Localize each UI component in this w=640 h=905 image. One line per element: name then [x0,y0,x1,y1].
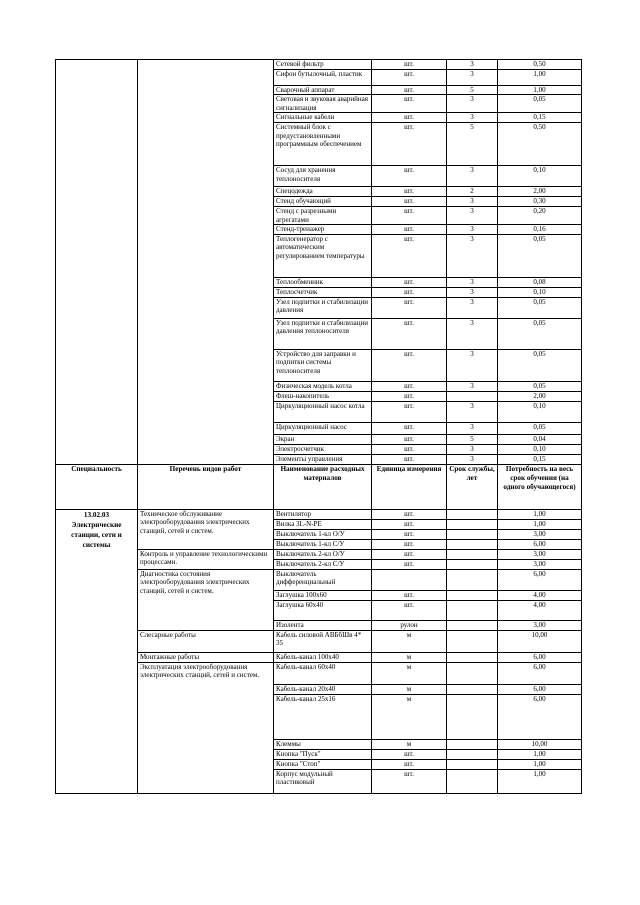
material-life [447,560,498,570]
material-need: 0,05 [498,350,582,382]
material-unit: шт. [372,298,447,319]
material-name: Кабель-канал 25х16 [274,695,372,740]
material-need: 1,00 [498,760,582,770]
material-life: 3 [447,197,498,207]
works-cell-empty [138,70,274,86]
material-unit: шт. [372,86,447,95]
material-life: 3 [447,113,498,123]
works-cell-empty [138,187,274,197]
table-row [56,298,582,319]
material-need: 0,05 [498,319,582,350]
material-need: 0,05 [498,95,582,113]
material-need: 3,00 [498,550,582,560]
table-row [56,319,582,350]
work-type-cell: Техническое обслуживание электрооборудования электрических станций, сетей и систем. [138,510,274,550]
material-unit: шт. [372,278,447,288]
material-unit: шт. [372,225,447,235]
material-unit: шт. [372,60,447,70]
works-cell-empty [138,225,274,235]
material-need: 3,00 [498,530,582,540]
table-row [56,187,582,197]
specialty-cell-empty [56,288,138,298]
works-cell-empty [138,319,274,350]
works-cell-empty [138,392,274,402]
material-life: 3 [447,95,498,113]
material-life: 3 [447,225,498,235]
material-name: Системный блок с предустановленными программным обеспечением [274,123,372,166]
material-need: 6,00 [498,663,582,685]
material-need: 4,00 [498,601,582,621]
table-header [56,465,582,510]
material-life [447,695,498,740]
specialty-cell-empty [56,60,138,70]
works-cell-empty [138,298,274,319]
works-cell-empty [138,455,274,465]
specialty-cell-empty [56,166,138,187]
material-name: Сигнальные кабели [274,113,372,123]
works-cell-empty [138,350,274,382]
material-need: 10,00 [498,740,582,750]
works-cell-empty [138,288,274,298]
material-name: Выключатель 2-кл О/У [274,550,372,560]
material-unit: шт. [372,288,447,298]
material-name: Изолента [274,621,372,631]
material-need: 6,00 [498,653,582,663]
material-name: Выключатель 2-кл С/У [274,560,372,570]
table-row [56,510,582,520]
material-unit: м [372,663,447,685]
material-name: Стенд обучающий [274,197,372,207]
material-life [447,540,498,550]
material-name: Кабель-канал 60х40 [274,663,372,685]
material-unit: м [372,685,447,695]
specialty-cell-empty [56,187,138,197]
material-need: 3,00 [498,560,582,570]
material-life: 3 [447,455,498,465]
material-life [447,570,498,591]
material-name: Стенд с разрезными агрегатами [274,207,372,225]
material-need: 3,00 [498,621,582,631]
material-need: 0,20 [498,207,582,225]
material-name: Теплогенератор с автоматическим регулированием температуры [274,235,372,278]
material-need: 0,10 [498,402,582,423]
material-unit: шт. [372,550,447,560]
table-row [56,95,582,113]
material-life: 3 [447,70,498,86]
material-need: 1,00 [498,70,582,86]
material-life [447,663,498,685]
material-name: Кабель-канал 100х40 [274,653,372,663]
header-specialty: Специальность [56,465,138,510]
material-life: 3 [447,278,498,288]
specialty-cell-empty [56,402,138,423]
material-name: Устройство для заправки и подпитки системы теплоносителя [274,350,372,382]
material-name: Клеммы [274,740,372,750]
material-name: Выключатель дифференциальный [274,570,372,591]
material-unit: м [372,653,447,663]
material-name: Электросчетчик [274,445,372,455]
header-service-life: Срок службы, лет [447,465,498,510]
material-name: Стенд-тренажер [274,225,372,235]
material-name: Корпус модульный пластиковый [274,770,372,794]
material-need: 6,00 [498,695,582,740]
table-row [56,392,582,402]
specialty-title: Электрические станции, сети и системы [71,521,122,550]
material-unit: шт. [372,455,447,465]
material-name: Спецодежда [274,187,372,197]
material-need: 2,00 [498,187,582,197]
material-unit: шт. [372,95,447,113]
material-need: 0,10 [498,166,582,187]
specialty-cell-empty [56,70,138,86]
material-life [447,520,498,530]
specialty-cell-empty [56,392,138,402]
work-type-cell: Контроль и управление технологическими процессами. [138,550,274,570]
material-need: 0,04 [498,435,582,445]
material-unit: шт. [372,601,447,621]
works-cell-empty [138,166,274,187]
material-unit: шт. [372,197,447,207]
specialty-cell-empty [56,350,138,382]
work-type-cell: Диагностика состояния электрооборудования электрических станций, сетей и систем. [138,570,274,631]
material-unit: шт. [372,750,447,760]
specialty-cell-empty [56,435,138,445]
continued-rows [56,60,582,465]
material-unit [372,570,447,591]
material-life [447,631,498,653]
specialty-cell-empty [56,278,138,288]
table-row [56,60,582,70]
material-need: 6,00 [498,685,582,695]
works-cell-empty [138,235,274,278]
material-name: Теплообменник [274,278,372,288]
material-life: 3 [447,402,498,423]
table-row [56,423,582,435]
header-works: Перечень видов работ [138,465,274,510]
material-life [447,653,498,663]
material-unit: шт. [372,760,447,770]
material-life [447,760,498,770]
material-need: 10,00 [498,631,582,653]
material-name: Теплосчетчик [274,288,372,298]
table-row [56,382,582,392]
material-name: Сварочный аппарат [274,86,372,95]
table-row [56,70,582,86]
specialty-cell-empty [56,113,138,123]
material-need: 0,10 [498,445,582,455]
material-name: Сосуд для хранения теплоносителя [274,166,372,187]
material-need: 0,05 [498,235,582,278]
works-cell-empty [138,402,274,423]
material-life: 3 [447,319,498,350]
material-need: 1,00 [498,750,582,760]
material-unit: шт. [372,113,447,123]
table-row [56,278,582,288]
material-need: 0,16 [498,225,582,235]
material-unit: шт. [372,319,447,350]
materials-table-sheet [55,59,581,794]
material-unit: м [372,740,447,750]
material-unit: шт. [372,560,447,570]
material-name: Физическая модель котла [274,382,372,392]
works-cell-empty [138,86,274,95]
specialty-cell-empty [56,197,138,207]
specialty-cell-empty [56,423,138,435]
material-unit: шт. [372,520,447,530]
table-row [56,350,582,382]
material-need: 0,05 [498,423,582,435]
material-life [447,392,498,402]
header-need: Потребность на весь срок обучения (на одного обучающегося) [498,465,582,510]
material-life [447,740,498,750]
table-row [56,288,582,298]
material-name: Сетевой фильтр [274,60,372,70]
table-row [56,402,582,423]
material-name: Кнопка "Стоп" [274,760,372,770]
material-need: 0,30 [498,197,582,207]
material-life: 3 [447,350,498,382]
header-unit: Единица измерения [372,465,447,510]
material-need: 0,10 [498,288,582,298]
works-cell-empty [138,445,274,455]
specialty-rows [56,510,582,794]
header-material-name: Наименование расходных материалов [274,465,372,510]
table-row [56,235,582,278]
material-unit: м [372,631,447,653]
work-type-cell: Слесарные работы [138,631,274,653]
material-unit: шт. [372,382,447,392]
material-life [447,621,498,631]
specialty-cell-empty [56,95,138,113]
material-need: 1,00 [498,770,582,794]
material-name: Флеш-накопитель [274,392,372,402]
works-cell-empty [138,60,274,70]
material-life: 5 [447,435,498,445]
material-need: 4,00 [498,591,582,601]
material-life: 3 [447,207,498,225]
works-cell-empty [138,435,274,445]
material-life [447,770,498,794]
material-life: 3 [447,298,498,319]
table-row [56,197,582,207]
material-name: Кнопка "Пуск" [274,750,372,760]
material-unit: шт. [372,591,447,601]
material-unit: шт. [372,770,447,794]
material-name: Световая и звуковая аварийная сигнализация [274,95,372,113]
material-life: 5 [447,123,498,166]
material-unit: шт. [372,423,447,435]
table-row [56,207,582,225]
material-life: 5 [447,86,498,95]
material-life: 3 [447,166,498,187]
material-unit: шт. [372,207,447,225]
material-name: Сифон бутылочный, пластик [274,70,372,86]
specialty-cell-empty [56,235,138,278]
material-unit: шт. [372,235,447,278]
specialty-code: 13.02.03 [83,511,110,520]
material-name: Узел подпитки и стабилизации давления [274,298,372,319]
material-need: 0,05 [498,382,582,392]
material-life: 3 [447,288,498,298]
material-name: Циркуляционный насос [274,423,372,435]
material-need: 0,50 [498,123,582,166]
material-life [447,750,498,760]
works-cell-empty [138,382,274,392]
works-cell-empty [138,95,274,113]
table-row [56,113,582,123]
material-life: 3 [447,423,498,435]
material-name: Экран [274,435,372,445]
material-life: 3 [447,445,498,455]
material-unit: шт. [372,123,447,166]
material-unit: шт. [372,530,447,540]
table-row [56,166,582,187]
material-name: Вентилятор [274,510,372,520]
material-need: 0,15 [498,455,582,465]
material-life [447,685,498,695]
table-row [56,86,582,95]
material-name: Вилка 3L-N-PE [274,520,372,530]
material-unit: шт. [372,166,447,187]
material-life: 3 [447,235,498,278]
material-unit: шт. [372,445,447,455]
table-row [56,435,582,445]
specialty-cell-empty [56,207,138,225]
material-life [447,550,498,560]
material-unit: шт. [372,187,447,197]
material-unit: шт. [372,510,447,520]
table-row [56,455,582,465]
specialty-cell-empty [56,455,138,465]
material-life [447,601,498,621]
material-need: 6,00 [498,540,582,550]
material-need: 6,00 [498,570,582,591]
material-need: 2,00 [498,392,582,402]
works-cell-empty [138,423,274,435]
specialty-cell-empty [56,298,138,319]
table-row [56,225,582,235]
works-cell-empty [138,197,274,207]
specialty-cell-empty [56,86,138,95]
material-name: Элементы управления [274,455,372,465]
material-name: Кабель-канал 20х40 [274,685,372,695]
material-unit: шт. [372,70,447,86]
works-cell-empty [138,207,274,225]
material-unit: шт. [372,402,447,423]
material-need: 1,00 [498,510,582,520]
material-life: 2 [447,187,498,197]
specialty-cell-empty [56,319,138,350]
works-cell-empty [138,278,274,288]
specialty-cell-empty [56,382,138,392]
material-unit: м [372,695,447,740]
material-need: 0,50 [498,60,582,70]
material-name: Узел подпитки и стабилизации давления теплоносителя [274,319,372,350]
table-row [56,445,582,455]
specialty-cell-empty [56,225,138,235]
work-type-cell: Монтажные работы [138,653,274,663]
material-need: 0,08 [498,278,582,288]
material-name: Циркуляционный насос котла [274,402,372,423]
material-unit: рулон [372,621,447,631]
table-row [56,123,582,166]
material-name: Выключатель 1-кл О/У [274,530,372,540]
material-name: Кабель силовой АВБбШв 4* 35 [274,631,372,653]
works-cell-empty [138,123,274,166]
material-unit: шт. [372,350,447,382]
specialty-cell [56,510,138,794]
material-life [447,530,498,540]
material-need: 1,00 [498,86,582,95]
material-life: 3 [447,382,498,392]
work-type-cell: Эксплуатация электрооборудования электрических станций, сетей и систем. [138,663,274,794]
material-name: Заглушка 100х60 [274,591,372,601]
material-need: 0,05 [498,298,582,319]
header-row [56,465,582,510]
material-life: 3 [447,60,498,70]
material-unit: шт. [372,392,447,402]
specialty-cell-empty [56,445,138,455]
material-life [447,591,498,601]
material-unit: шт. [372,435,447,445]
specialty-cell-empty [56,123,138,166]
material-need: 1,00 [498,520,582,530]
material-name: Заглушка 60х40 [274,601,372,621]
material-need: 0,15 [498,113,582,123]
material-name: Выключатель 1-кл С/У [274,540,372,550]
works-cell-empty [138,113,274,123]
material-life [447,510,498,520]
materials-table [55,59,582,794]
material-unit: шт. [372,540,447,550]
